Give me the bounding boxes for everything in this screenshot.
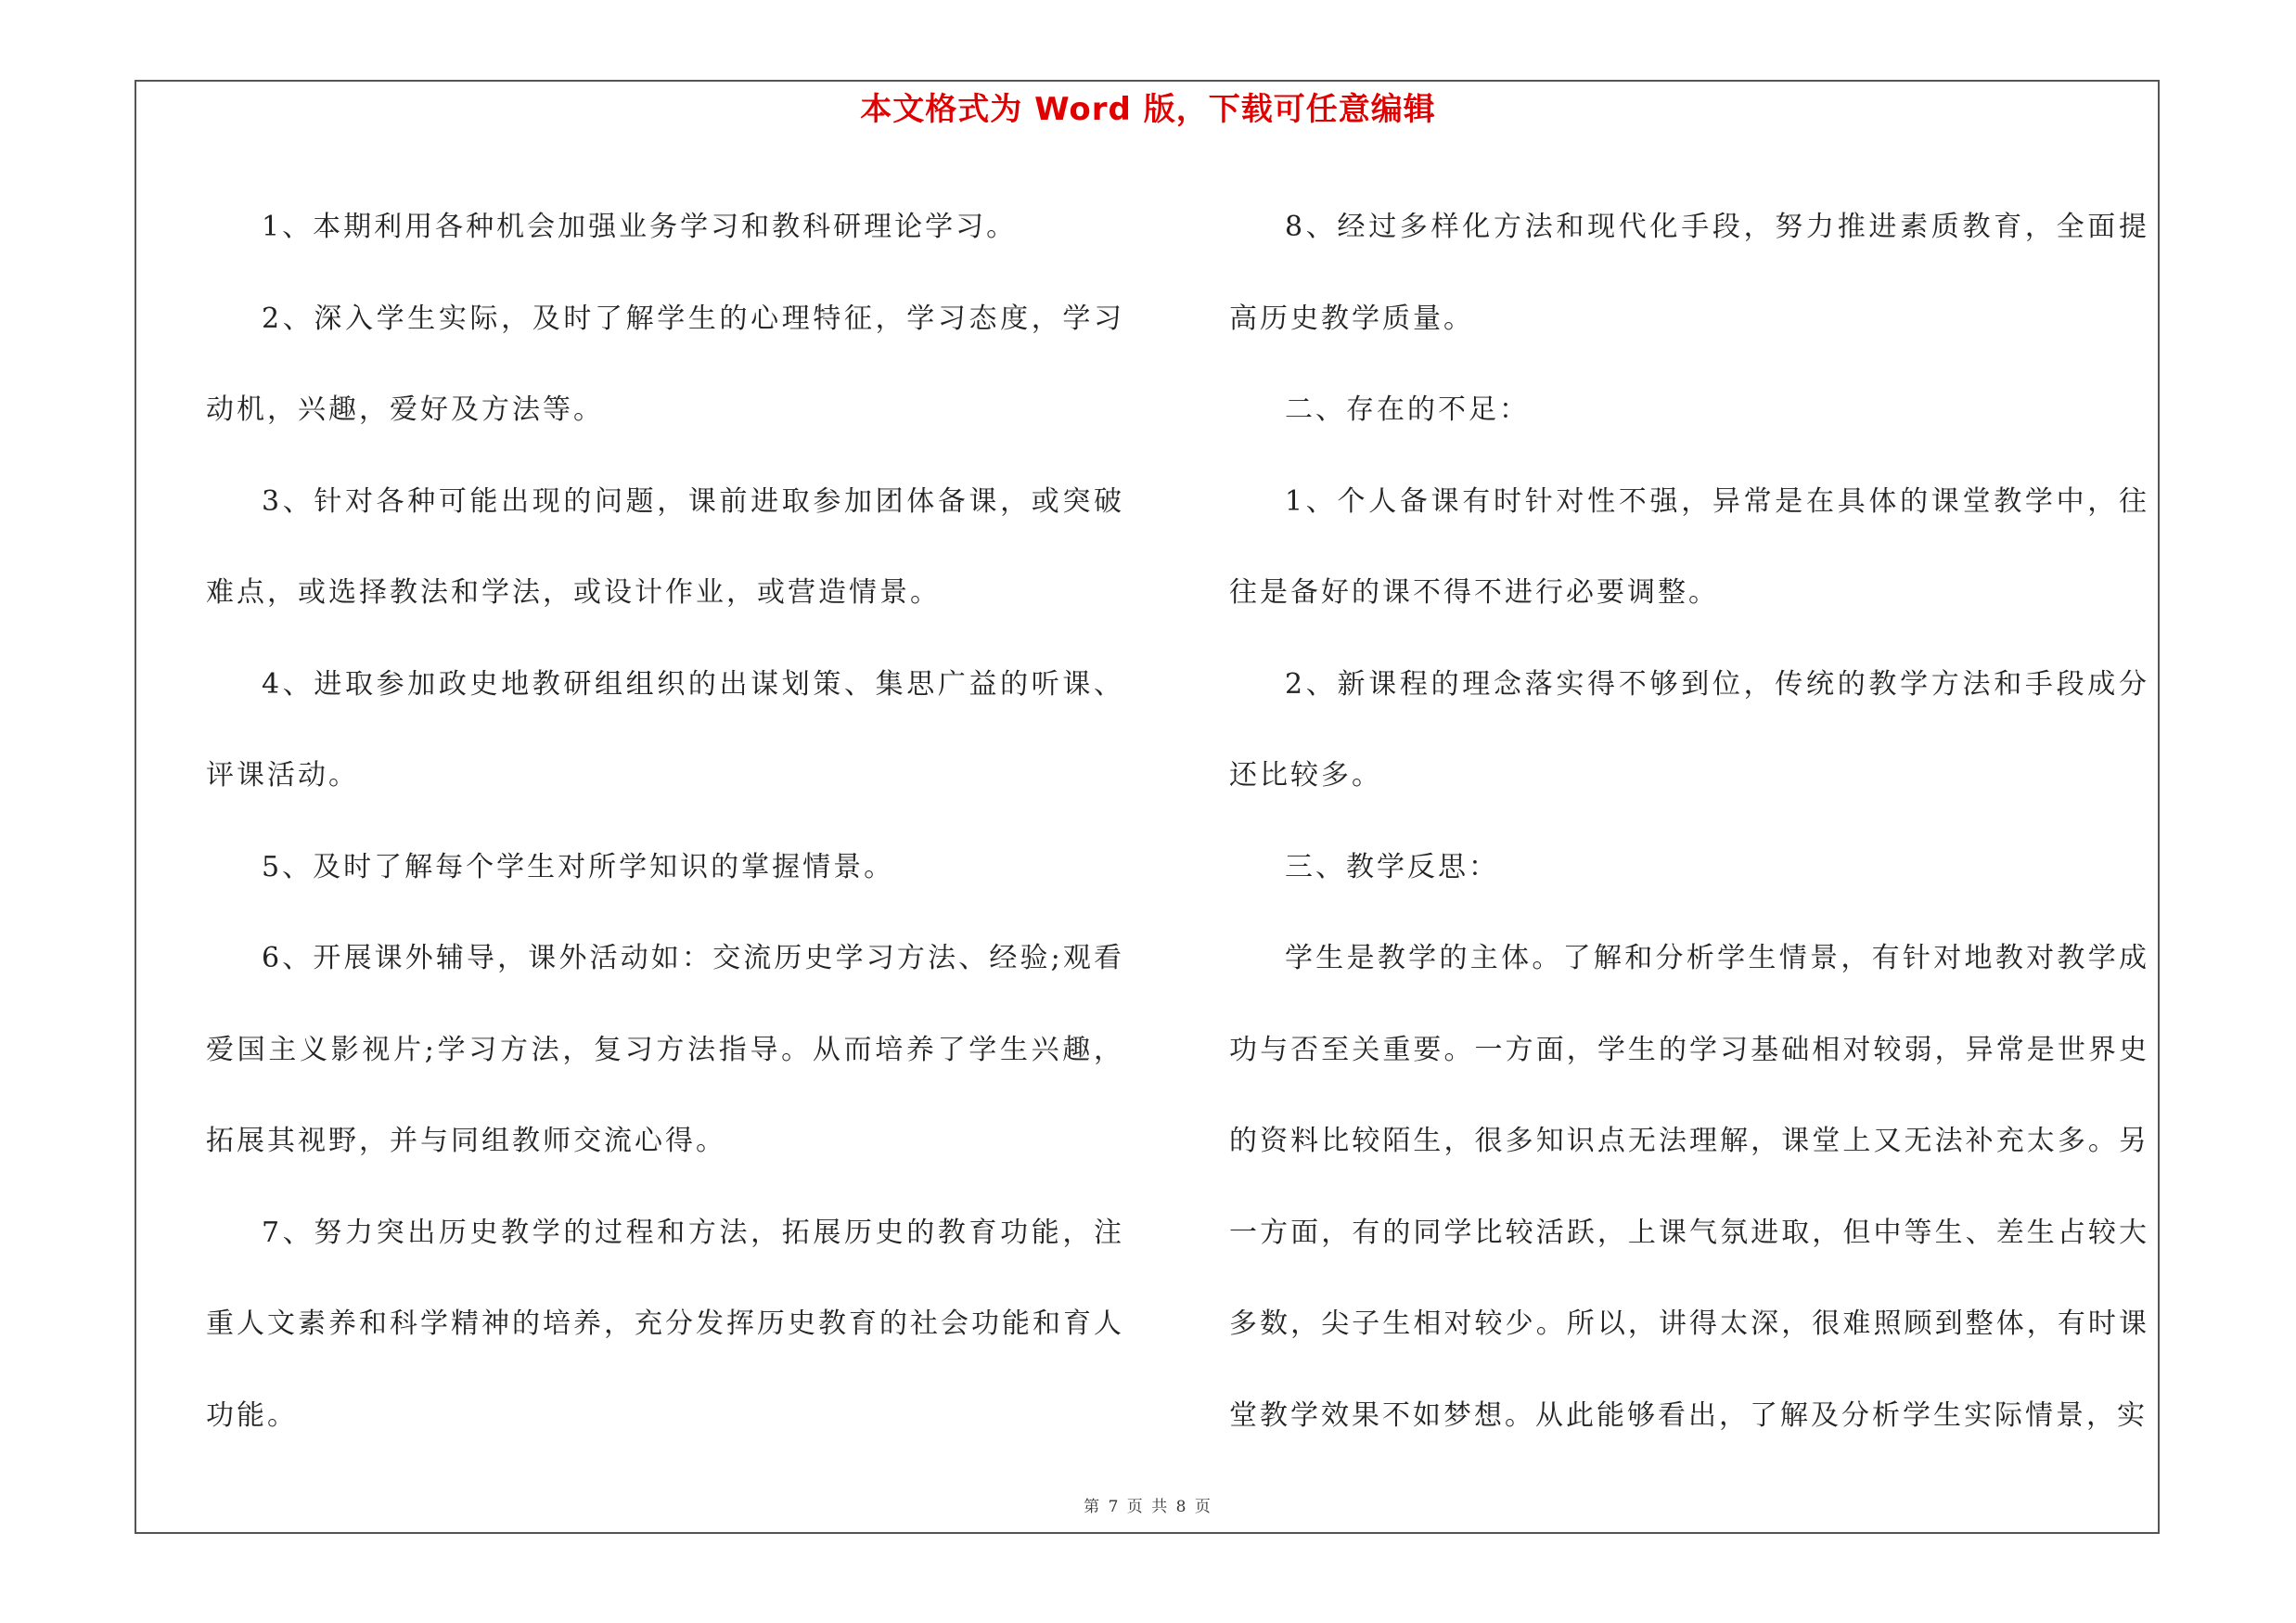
page-number-footer: 第 7 页 共 8 页 (1084, 1498, 1212, 1516)
paragraph: 4、进取参加政史地教研组组织的出谋划策、集思广益的听课、评课活动。 (206, 667, 1124, 792)
paragraph: 5、及时了解每个学生对所学知识的掌握情景。 (262, 850, 895, 883)
paragraph: 1、本期利用各种机会加强业务学习和教科研理论学习。 (262, 211, 1018, 243)
left-text-column (206, 182, 1124, 1462)
paragraph: 6、开展课外辅导，课外活动如：交流历史学习方法、经验;观看爱国主义影视片;学习方法，复习方法指导。从而培养了学生兴趣，拓展其视野，并与同组教师交流心得。 (206, 942, 1124, 1157)
paragraph: 3、针对各种可能出现的问题，课前进取参加团体备课，或突破难点，或选择教法和学法，或设计作业，或营造情景。 (206, 484, 1124, 609)
paragraph: 2、新课程的理念落实得不够到位，传统的教学方法和手段成分还比较多。 (1229, 667, 2149, 792)
paragraph: 8、经过多样化方法和现代化手段，努力推进素质教育，全面提高历史教学质量。 (1229, 211, 2149, 335)
document-header-banner: 本文格式为 Word 版，下载可任意编辑 (860, 91, 1436, 128)
section-heading: 三、教学反思： (1285, 850, 1499, 883)
paragraph: 学生是教学的主体。了解和分析学生情景，有针对地教对教学成功与否至关重要。一方面，学生的学习基础相对较弱，异常是世界史的资料比较陌生，很多知识点无法理解，课堂上又无法补充太多。另一方面，有的同学比较活跃，上课气氛进取，但中等生、差生占较大多数，尖子生相对较少。所以，讲得太深，很难照顾到整体，有时课堂教学效果不如梦想。从此能够看出，了解及分析学生实际情景，实 (1229, 942, 2149, 1432)
paragraph: 2、深入学生实际，及时了解学生的心理特征，学习态度，学习动机，兴趣，爱好及方法等。 (206, 302, 1124, 426)
section-heading: 二、存在的不足： (1285, 393, 1530, 426)
paragraph: 1、个人备课有时针对性不强，异常是在具体的课堂教学中，往往是备好的课不得不进行必要调整。 (1229, 484, 2149, 609)
paragraph: 7、努力突出历史教学的过程和方法，拓展历史的教育功能，注重人文素养和科学精神的培养，充分发挥历史教育的社会功能和育人功能。 (206, 1216, 1124, 1432)
right-text-column (1229, 182, 2149, 1462)
